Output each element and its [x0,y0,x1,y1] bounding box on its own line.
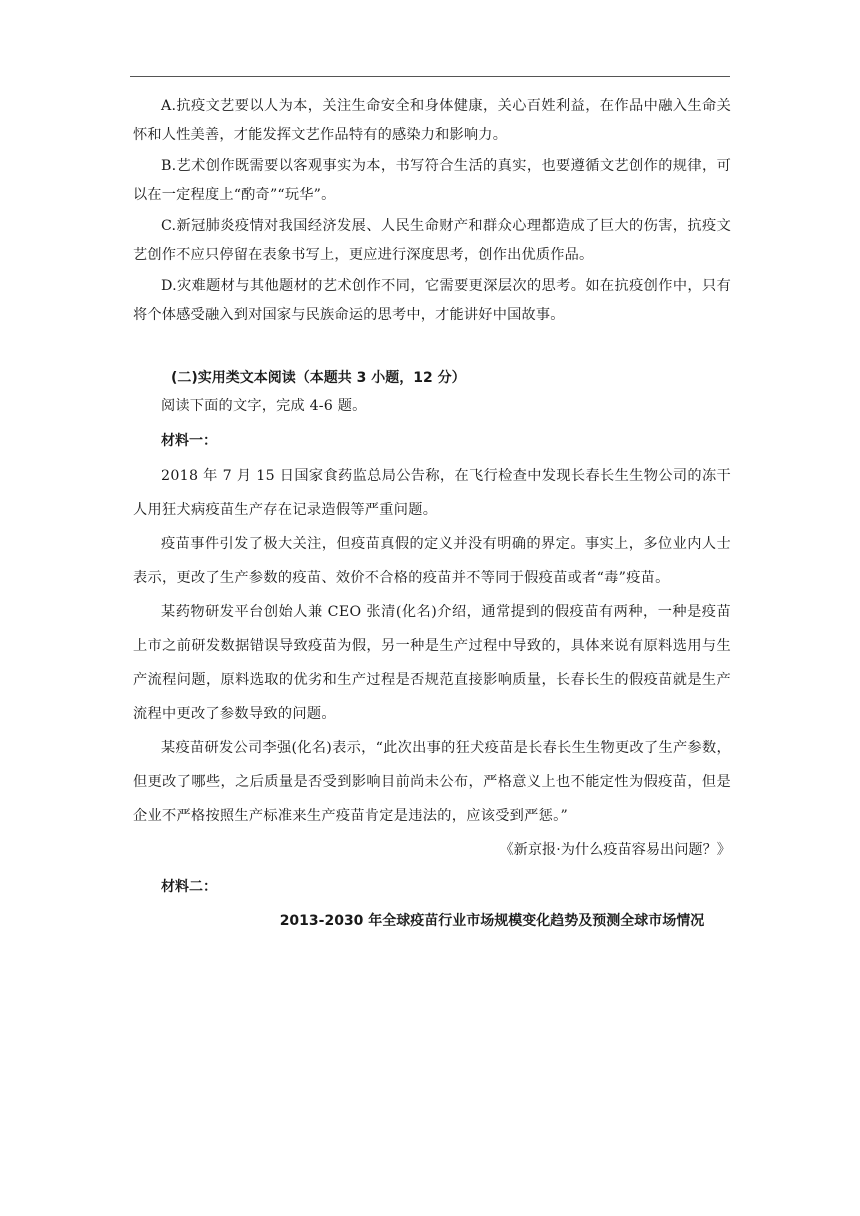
section-instruction: 阅读下面的文字，完成 4-6 题。 [161,398,367,414]
material-two-label: 材料二： [161,879,217,895]
material-two-chart-title: 2013-2030 年全球疫苗行业市场规模变化趋势及预测全球市场情况 [279,913,705,929]
option-c: C.新冠肺炎疫情对我国经济发展、人民生命财产和群众心理都造成了巨大的伤害，抗疫文艺创作不应只停留在表象书写上，更应进行深度思考，创作出优质作品。 [133,218,731,263]
material-one-paragraph: 某药物研发平台创始人兼 CEO 张清(化名)介绍，通常提到的假疫苗有两种，一种是疫苗上市之前研发数据错误导致疫苗为假，另一种是生产过程中导致的，具体来说有原料选用与生产流程问题，原料选取的优劣和生产过程是否规范直接影响质量，长春长生的假疫苗就是生产流程中更改了参数导致的问题。 [133,604,731,722]
header-rule [130,76,730,77]
material-one-label: 材料一： [161,433,217,449]
material-one-source: 《新京报·为什么疫苗容易出问题？》 [499,842,731,858]
option-d: D.灾难题材与其他题材的艺术创作不同，它需要更深层次的思考。如在抗疫创作中，只有将个体感受融入到对国家与民族命运的思考中，才能讲好中国故事。 [133,278,731,323]
section-heading: (二)实用类文本阅读（本题共 3 小题，12 分） [171,370,466,386]
option-a: A.抗疫文艺要以人为本，关注生命安全和身体健康，关心百姓利益，在作品中融入生命关怀和人性美善，才能发挥文艺作品特有的感染力和影响力。 [133,98,731,143]
material-one-paragraph: 疫苗事件引发了极大关注，但疫苗真假的定义并没有明确的界定。事实上，多位业内人士表示，更改了生产参数的疫苗、效价不合格的疫苗并不等同于假疫苗或者“毒”疫苗。 [133,536,731,586]
option-b: B.艺术创作既需要以客观事实为本，书写符合生活的真实，也要遵循文艺创作的规律，可以在一定程度上“酌奇”“玩华”。 [133,158,731,203]
material-one-paragraph: 2018 年 7 月 15 日国家食药监总局公告称，在飞行检查中发现长春长生生物公司的冻干人用狂犬病疫苗生产存在记录造假等严重问题。 [133,468,731,518]
document-page [133,92,731,935]
material-one-paragraph: 某疫苗研发公司李强(化名)表示，“此次出事的狂犬疫苗是长春长生生物更改了生产参数，但更改了哪些，之后质量是否受到影响目前尚未公布，严格意义上也不能定性为假疫苗，但是企业不严格按照生产标准来生产疫苗肯定是违法的，应该受到严惩。” [133,740,731,824]
